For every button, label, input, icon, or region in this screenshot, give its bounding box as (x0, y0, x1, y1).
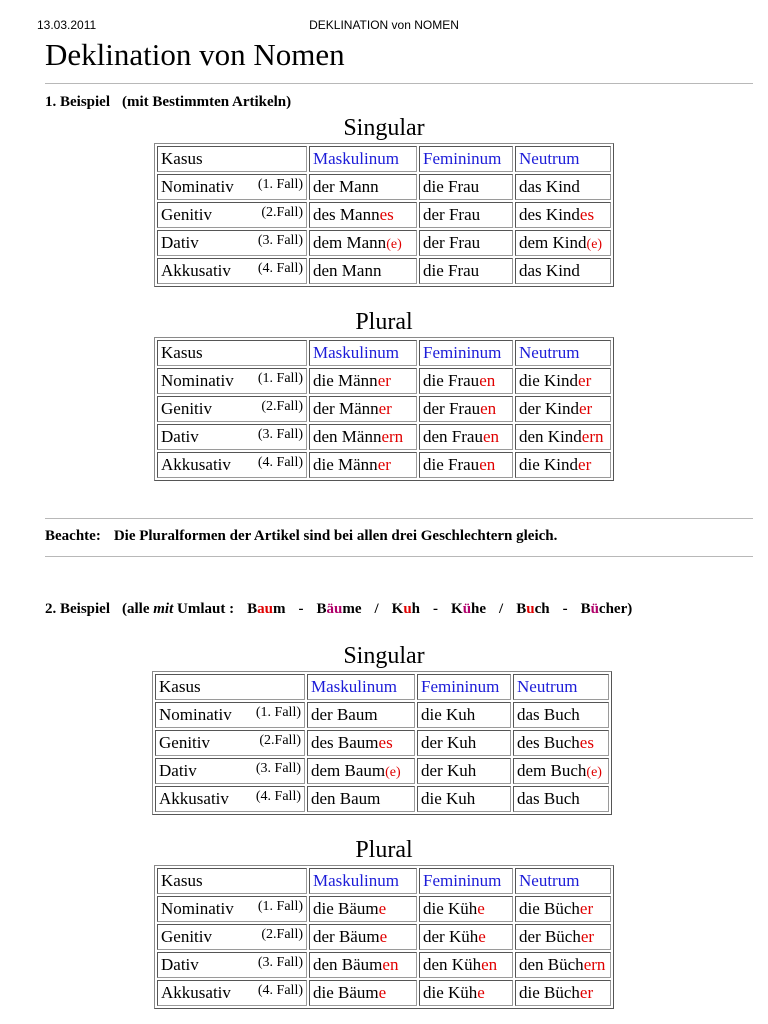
example-2-note-open: (alle (122, 601, 150, 617)
neutrum-cell (515, 368, 611, 394)
neutrum-cell (515, 174, 611, 200)
column-header-neutrum: Neutrum (515, 340, 611, 366)
word-segment: der Frau (423, 205, 481, 224)
word-segment: K (391, 601, 404, 617)
word-segment: der Kind (519, 399, 579, 418)
neutrum-cell (513, 730, 609, 756)
table-row (155, 786, 609, 812)
umlaut-example-word (298, 601, 303, 617)
column-header-kasus: Kasus (157, 146, 307, 172)
umlaut-example-word (563, 601, 568, 617)
case-name: Dativ (159, 761, 197, 780)
word-segment: B (580, 601, 591, 617)
case-number: (4. Fall) (257, 455, 303, 470)
word-segment: die Kind (519, 455, 579, 474)
word-segment: die Frau (423, 177, 480, 196)
example-2-note-umlaut: Umlaut : (177, 601, 235, 617)
case-cell (157, 896, 307, 922)
word-segment: den Kind (519, 427, 582, 446)
word-segment: er (580, 927, 595, 946)
word-segment: / (499, 601, 504, 617)
word-segment: er (377, 455, 391, 474)
column-header-femininum: Femininum (419, 340, 513, 366)
word-segment: me (342, 601, 362, 617)
case-cell (157, 952, 307, 978)
table-row (157, 396, 611, 422)
table-row (157, 174, 611, 200)
word-segment: er (578, 399, 593, 418)
page-title: Deklination von Nomen (45, 37, 345, 72)
case-name: Dativ (161, 233, 199, 252)
case-cell (157, 258, 307, 284)
word-segment: h (411, 601, 421, 617)
umlaut-example-word (247, 601, 285, 617)
word-segment: (e) (386, 237, 402, 252)
word-segment: des Baum (311, 733, 379, 752)
word-segment: (e) (385, 765, 401, 780)
header-date: 13.03.2011 (37, 18, 97, 32)
word-segment: B (316, 601, 327, 617)
table-row (157, 924, 611, 950)
maskulinum-cell (309, 174, 417, 200)
word-segment: (e) (586, 765, 602, 780)
case-name: Genitiv (161, 927, 212, 946)
maskulinum-cell (309, 202, 417, 228)
word-segment: er (578, 371, 592, 390)
case-name: Dativ (161, 955, 199, 974)
table-row (155, 758, 609, 784)
word-segment: ü (462, 601, 472, 617)
case-name: Akkusativ (161, 983, 231, 1002)
word-segment: die Frau (423, 261, 480, 280)
table-row (155, 702, 609, 728)
case-name: Akkusativ (159, 789, 229, 808)
word-segment: der Mann (313, 177, 379, 196)
column-header-neutrum: Neutrum (515, 868, 611, 894)
word-segment: e (477, 899, 485, 918)
word-segment: die Kind (519, 371, 579, 390)
word-segment: m (272, 601, 286, 617)
neutrum-cell (515, 230, 611, 256)
example-2-note-mit: mit (153, 601, 174, 617)
column-header-maskulinum: Maskulinum (307, 674, 415, 700)
word-segment: er (378, 399, 392, 418)
case-name: Genitiv (159, 733, 210, 752)
column-header-neutrum: Neutrum (513, 674, 609, 700)
case-cell (157, 980, 307, 1006)
word-segment: e (378, 899, 387, 918)
neutrum-cell (515, 896, 611, 922)
word-segment: die Kuh (421, 789, 476, 808)
case-cell (157, 174, 307, 200)
example-2-label: 2. Beispiel (45, 601, 111, 617)
case-cell (157, 368, 307, 394)
word-segment: den Männ (313, 427, 382, 446)
neutrum-cell (513, 786, 609, 812)
maskulinum-cell (309, 396, 417, 422)
word-segment: er (578, 455, 592, 474)
table-row (157, 896, 611, 922)
word-segment: en (479, 455, 496, 474)
word-segment: die Küh (423, 899, 478, 918)
umlaut-example-word (499, 601, 503, 617)
case-cell (155, 702, 305, 728)
table-row (157, 258, 611, 284)
femininum-cell (417, 786, 511, 812)
word-segment: des Mann (313, 205, 380, 224)
note-text: Die Pluralformen der Artikel sind bei allen drei Geschlechtern gleich. (113, 528, 558, 544)
case-number: (4. Fall) (257, 983, 303, 998)
word-segment: der Kuh (421, 733, 477, 752)
column-header-femininum: Femininum (419, 146, 513, 172)
maskulinum-cell (309, 230, 417, 256)
case-name: Nominativ (159, 705, 232, 724)
femininum-cell (419, 424, 513, 450)
table-row (157, 424, 611, 450)
femininum-cell (419, 924, 513, 950)
word-segment: der Baum (311, 705, 378, 724)
caption-singular-1: Singular (343, 115, 425, 141)
word-segment: den Küh (423, 955, 482, 974)
word-segment: - (433, 601, 439, 617)
word-segment: dem Baum (311, 761, 386, 780)
maskulinum-cell (309, 924, 417, 950)
word-segment: e (478, 927, 486, 946)
maskulinum-cell (307, 730, 415, 756)
word-segment: der Bäum (313, 927, 380, 946)
word-segment: das Buch (517, 789, 580, 808)
table-header-row (155, 674, 609, 700)
column-header-maskulinum: Maskulinum (309, 146, 417, 172)
word-segment: die Kuh (421, 705, 476, 724)
maskulinum-cell (309, 368, 417, 394)
table-row (157, 980, 611, 1006)
neutrum-cell (515, 980, 611, 1006)
case-number: (3. Fall) (255, 761, 301, 776)
caption-singular-2: Singular (343, 643, 425, 669)
word-segment: die Büch (519, 899, 580, 918)
case-number: (2.Fall) (261, 927, 303, 942)
word-segment: den Baum (311, 789, 381, 808)
neutrum-cell (515, 424, 611, 450)
neutrum-cell (513, 702, 609, 728)
word-segment: das Buch (517, 705, 580, 724)
word-segment: des Kind (519, 205, 580, 224)
case-cell (157, 202, 307, 228)
word-segment: ern (381, 427, 404, 446)
femininum-cell (419, 258, 513, 284)
maskulinum-cell (307, 758, 415, 784)
case-number: (4. Fall) (257, 261, 303, 276)
femininum-cell (417, 730, 511, 756)
umlaut-example-word (451, 601, 486, 617)
word-segment: es (579, 733, 594, 752)
femininum-cell (419, 896, 513, 922)
word-segment: ü (590, 601, 599, 617)
word-segment: der Frau (423, 233, 481, 252)
table-row (157, 952, 611, 978)
case-number: (1. Fall) (257, 899, 303, 914)
femininum-cell (419, 174, 513, 200)
column-header-femininum: Femininum (419, 868, 513, 894)
word-segment: ern (583, 955, 606, 974)
word-segment: e (477, 983, 485, 1002)
word-segment: - (562, 601, 568, 617)
word-segment: er (377, 371, 391, 390)
word-segment: (e) (586, 237, 603, 252)
case-number: (4. Fall) (255, 789, 301, 804)
maskulinum-cell (309, 952, 417, 978)
example-1-label: 1. Beispiel (45, 94, 111, 110)
word-segment: au (257, 601, 273, 617)
word-segment: der Frau (423, 399, 481, 418)
neutrum-cell (515, 924, 611, 950)
word-segment: die Frau (423, 455, 480, 474)
case-cell (157, 396, 307, 422)
case-name: Genitiv (161, 399, 212, 418)
word-segment: dem Buch (517, 761, 587, 780)
case-name: Genitiv (161, 205, 212, 224)
word-segment: dem Mann (313, 233, 387, 252)
word-segment: e (379, 927, 388, 946)
umlaut-example-word (433, 601, 438, 617)
word-segment: der Büch (519, 927, 581, 946)
maskulinum-cell (309, 452, 417, 478)
word-segment: dem Kind (519, 233, 587, 252)
femininum-cell (417, 758, 511, 784)
word-segment: en (480, 399, 497, 418)
word-segment: die Küh (423, 983, 478, 1002)
caption-plural-2: Plural (355, 837, 413, 863)
word-segment: des Buch (517, 733, 580, 752)
word-segment: B (516, 601, 527, 617)
table-header-row (157, 868, 611, 894)
word-segment: den Frau (423, 427, 483, 446)
neutrum-cell (515, 396, 611, 422)
column-header-femininum: Femininum (417, 674, 511, 700)
table-header-row (157, 340, 611, 366)
maskulinum-cell (309, 896, 417, 922)
case-name: Akkusativ (161, 261, 231, 280)
case-name: Nominativ (161, 177, 234, 196)
word-segment: es (378, 733, 393, 752)
umlaut-example-word (581, 601, 633, 617)
word-segment: die Frau (423, 371, 480, 390)
column-header-maskulinum: Maskulinum (309, 868, 417, 894)
word-segment: B (247, 601, 258, 617)
column-header-kasus: Kasus (157, 868, 307, 894)
word-segment: er (579, 899, 594, 918)
word-segment: der Männ (313, 399, 379, 418)
case-cell (157, 424, 307, 450)
word-segment: der Küh (423, 927, 479, 946)
case-number: (3. Fall) (257, 955, 303, 970)
note-label: Beachte: (45, 528, 101, 544)
umlaut-example-word (516, 601, 549, 617)
case-number: (2.Fall) (259, 733, 301, 748)
maskulinum-cell (307, 786, 415, 812)
word-segment: ch (534, 601, 550, 617)
femininum-cell (417, 702, 511, 728)
word-segment: die Bäum (313, 899, 379, 918)
case-number: (2.Fall) (261, 399, 303, 414)
word-segment: die Männ (313, 455, 378, 474)
word-segment: en (482, 427, 500, 446)
word-segment: die Büch (519, 983, 580, 1002)
neutrum-cell (515, 452, 611, 478)
word-segment: den Bäum (313, 955, 383, 974)
word-segment: äu (326, 601, 343, 617)
word-segment: K (451, 601, 463, 617)
case-name: Dativ (161, 427, 199, 446)
column-header-kasus: Kasus (155, 674, 305, 700)
case-number: (1. Fall) (257, 177, 303, 192)
example-1-heading (45, 94, 291, 111)
case-number: (1. Fall) (257, 371, 303, 386)
neutrum-cell (515, 258, 611, 284)
word-segment: he (471, 601, 487, 617)
case-cell (155, 786, 305, 812)
femininum-cell (419, 952, 513, 978)
femininum-cell (419, 980, 513, 1006)
femininum-cell (419, 230, 513, 256)
case-cell (155, 758, 305, 784)
divider (45, 83, 753, 84)
word-segment: - (298, 601, 304, 617)
word-segment: en (479, 371, 496, 390)
word-segment: der Kuh (421, 761, 477, 780)
table-row (157, 230, 611, 256)
table-row (155, 730, 609, 756)
divider (45, 518, 753, 519)
word-segment: u (526, 601, 535, 617)
umlaut-example-word (374, 601, 378, 617)
table-singular-2 (152, 671, 612, 815)
column-header-maskulinum: Maskulinum (309, 340, 417, 366)
word-segment: den Büch (519, 955, 584, 974)
case-cell (157, 230, 307, 256)
femininum-cell (419, 202, 513, 228)
table-singular-1 (154, 143, 614, 287)
case-number: (3. Fall) (257, 233, 303, 248)
word-segment: er (579, 983, 594, 1002)
case-cell (157, 924, 307, 950)
caption-plural-1: Plural (355, 309, 413, 335)
case-number: (2.Fall) (261, 205, 303, 220)
word-segment: das Kind (519, 261, 580, 280)
case-cell (155, 730, 305, 756)
word-segment: u (403, 601, 412, 617)
neutrum-cell (515, 952, 611, 978)
word-segment: die Bäum (313, 983, 379, 1002)
word-segment: die Männ (313, 371, 378, 390)
example-1-note: (mit Bestimmten Artikeln) (122, 94, 292, 110)
example-2-heading (45, 601, 632, 618)
femininum-cell (419, 452, 513, 478)
table-header-row (157, 146, 611, 172)
table-row (157, 368, 611, 394)
maskulinum-cell (307, 702, 415, 728)
word-segment: cher) (598, 601, 633, 617)
case-cell (157, 452, 307, 478)
header-title: DEKLINATION von NOMEN (309, 18, 459, 32)
word-segment: es (579, 205, 595, 224)
case-number: (1. Fall) (255, 705, 301, 720)
maskulinum-cell (309, 424, 417, 450)
case-name: Nominativ (161, 899, 234, 918)
table-plural-1 (154, 337, 614, 481)
femininum-cell (419, 368, 513, 394)
case-name: Nominativ (161, 371, 234, 390)
maskulinum-cell (309, 980, 417, 1006)
word-segment: e (378, 983, 387, 1002)
femininum-cell (419, 396, 513, 422)
neutrum-cell (513, 758, 609, 784)
word-segment: en (481, 955, 498, 974)
word-segment: / (374, 601, 379, 617)
maskulinum-cell (309, 258, 417, 284)
case-name: Akkusativ (161, 455, 231, 474)
umlaut-example-word (392, 601, 420, 617)
word-segment: den Mann (313, 261, 382, 280)
table-row (157, 452, 611, 478)
word-segment: en (382, 955, 399, 974)
column-header-neutrum: Neutrum (515, 146, 611, 172)
word-segment: es (379, 205, 394, 224)
column-header-kasus: Kasus (157, 340, 307, 366)
case-number: (3. Fall) (257, 427, 303, 442)
divider (45, 556, 753, 557)
table-row (157, 202, 611, 228)
neutrum-cell (515, 202, 611, 228)
word-segment: das Kind (519, 177, 580, 196)
note-line (45, 528, 557, 545)
word-segment: ern (581, 427, 604, 446)
umlaut-example-word (316, 601, 361, 617)
table-plural-2 (154, 865, 614, 1009)
